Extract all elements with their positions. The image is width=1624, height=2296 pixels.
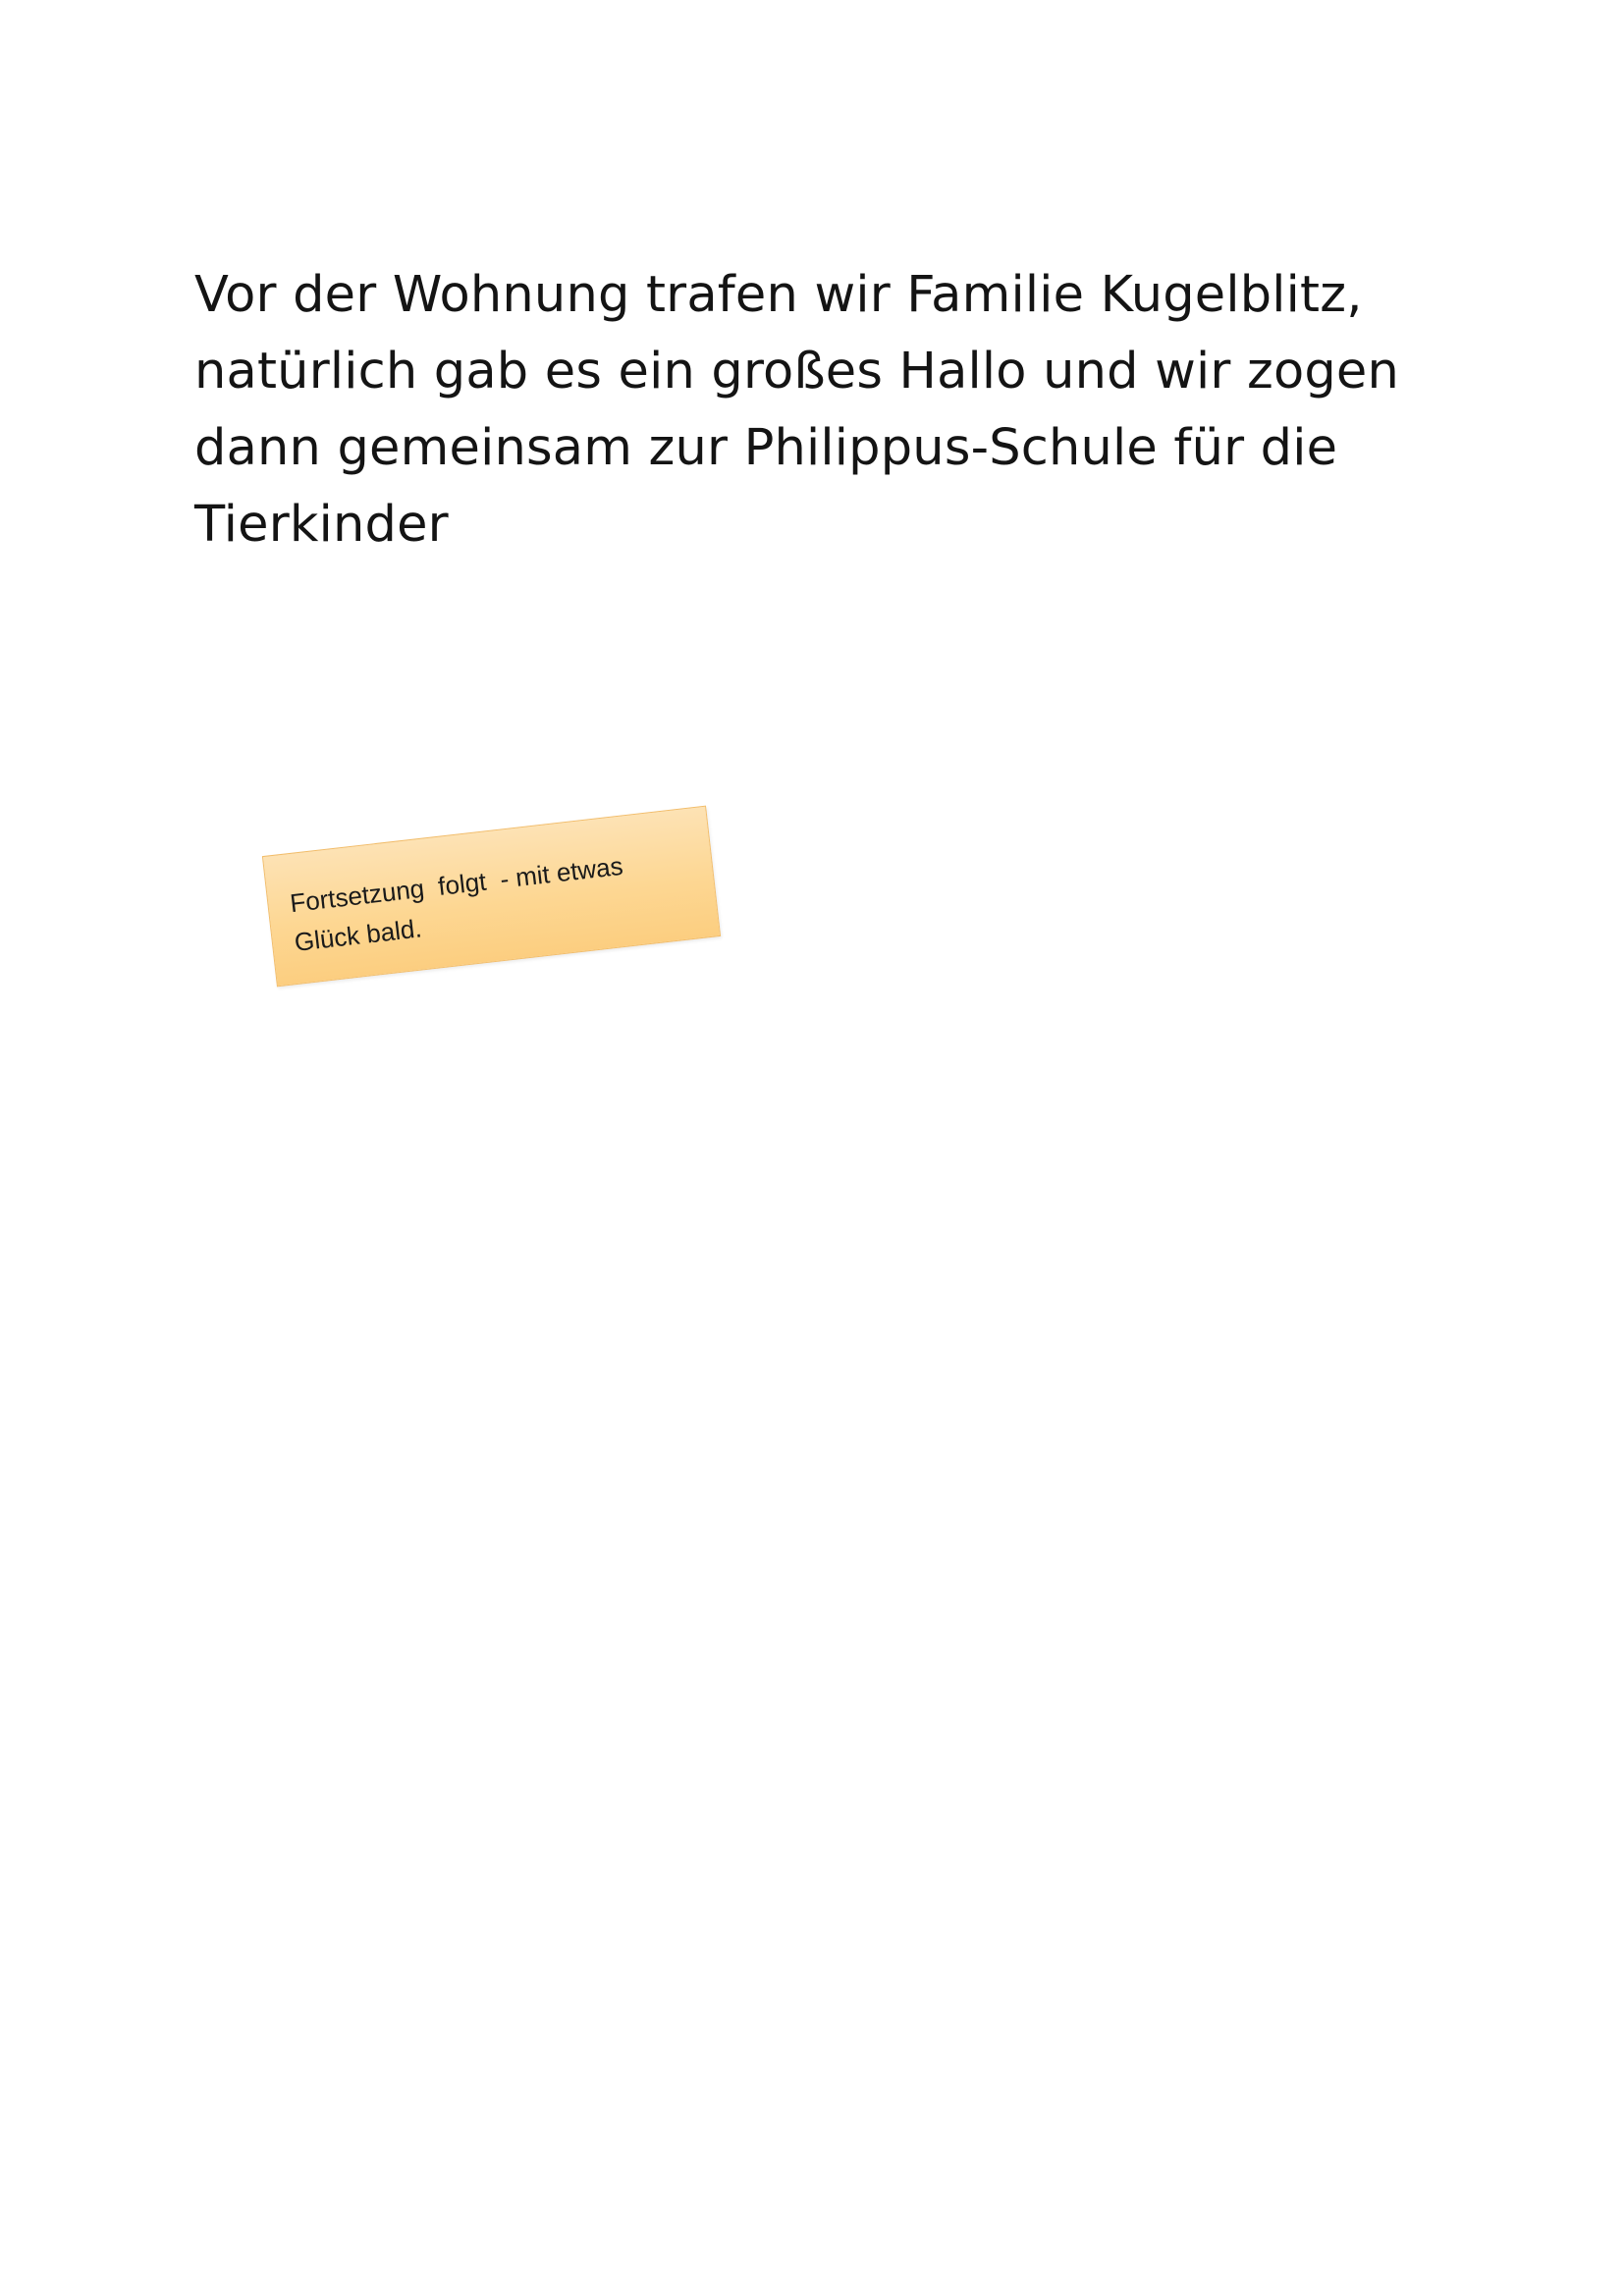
story-line: dann gemeinsam zur Philippus-Schule für die (194, 419, 1338, 477)
story-paragraph (194, 257, 1471, 563)
story-line: Tierkinder (194, 496, 449, 554)
note-line: Glück bald. (293, 913, 423, 957)
story-line: Vor der Wohnung trafen wir Familie Kugelblitz, (194, 266, 1363, 324)
continuation-note (262, 806, 721, 988)
story-line: natürlich gab es ein großes Hallo und wir zogen (194, 343, 1400, 400)
note-line: Fortsetzung folgt - mit etwas (288, 850, 625, 919)
